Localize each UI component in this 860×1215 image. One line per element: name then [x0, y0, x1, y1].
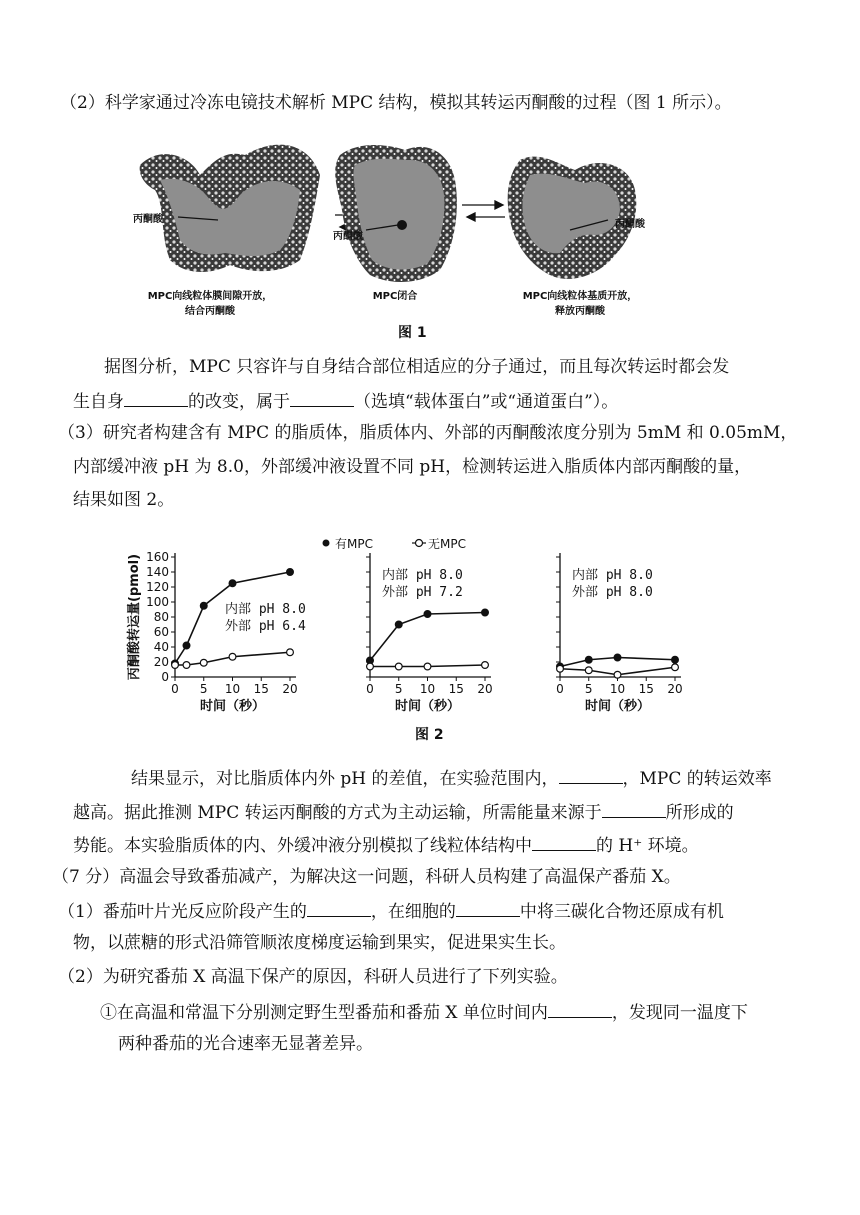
x-tick-label: 20	[667, 682, 683, 696]
q7-part2-item1-line1: ①在高温和常温下分别测定野生型番茄和番茄 X 单位时间内 ，发现同一温度下	[100, 1000, 748, 1024]
q3-line1: （3）研究者构建含有 MPC 的脂质体，脂质体内、外部的丙酮酸浓度分别为 5mM 和 0.05mM，	[58, 423, 798, 443]
point-without-mpc	[482, 662, 489, 669]
fig1-panel2-label: 丙酮酸	[333, 231, 363, 242]
q7-part2: （2）为研究番茄 X 高温下保产的原因，科研人员进行了下列实验。	[58, 967, 568, 987]
y-tick-label: 80	[153, 610, 169, 624]
x-tick-label: 15	[253, 682, 269, 696]
y-tick-label: 40	[153, 640, 169, 654]
point-without-mpc	[183, 662, 190, 669]
x-tick-label: 20	[477, 682, 493, 696]
point-with-mpc	[287, 569, 294, 576]
point-with-mpc	[183, 642, 190, 649]
point-with-mpc	[424, 611, 431, 618]
answer-blank[interactable]	[532, 833, 596, 851]
y-tick-label: 0	[161, 670, 169, 684]
fig1-panel3-label: 丙酮酸	[615, 219, 645, 230]
answer-blank[interactable]	[559, 766, 623, 784]
point-with-mpc	[395, 621, 402, 628]
fig1-panel3-desc: MPC向线粒体基质开放， 释放丙酮酸	[522, 291, 638, 317]
panel-annotation: 外部 pH 7.2	[382, 585, 463, 600]
point-with-mpc	[482, 609, 489, 616]
y-tick-label: 60	[153, 625, 169, 639]
series-line-with-mpc	[370, 613, 485, 661]
point-without-mpc	[614, 671, 621, 678]
x-tick-label: 10	[419, 682, 436, 696]
figure1-caption: 图 1	[398, 325, 427, 341]
answer-blank[interactable]	[456, 899, 520, 917]
point-without-mpc	[172, 662, 179, 669]
x-tick-label: 0	[556, 682, 564, 696]
x-axis-label: 时间（秒）	[584, 699, 651, 714]
figure2-chart	[120, 525, 720, 725]
point-without-mpc	[229, 653, 236, 660]
q7-part1-line1: （1）番茄叶片光反应阶段产生的 ，在细胞的 中将三碳化合物还原成有机	[58, 899, 724, 923]
mpc-open-intermembrane-shape	[140, 145, 320, 272]
x-tick-label: 10	[609, 682, 626, 696]
analysis-line2: 生自身 的改变，属于 （选填“载体蛋白”或“通道蛋白”）。	[73, 389, 618, 413]
y-tick-label: 100	[146, 595, 169, 609]
x-tick-label: 5	[199, 682, 208, 696]
q3-line3: 结果如图 2。	[73, 490, 175, 510]
legend-without-mpc: 无MPC	[428, 537, 466, 551]
point-without-mpc	[557, 665, 564, 672]
q7-part2-item1-line2: 两种番茄的光合速率无显著差异。	[118, 1034, 373, 1054]
results-line1: 结果显示，对比脂质体内外 pH 的差值，在实验范围内， ，MPC 的转运效率	[131, 766, 772, 790]
y-tick-label: 160	[146, 550, 169, 564]
point-without-mpc	[287, 649, 294, 656]
panel-annotation: 内部 pH 8.0	[382, 568, 463, 583]
results-line3: 势能。本实验脂质体的内、外缓冲液分别模拟了线粒体结构中 的 H⁺ 环境。	[73, 833, 699, 857]
answer-blank[interactable]	[124, 389, 188, 407]
results-line2: 越高。据此推测 MPC 转运丙酮酸的方式为主动运输，所需能量来源于 所形成的	[73, 800, 734, 824]
y-tick-label: 140	[146, 565, 169, 579]
point-without-mpc	[585, 667, 592, 674]
answer-blank[interactable]	[602, 800, 666, 818]
x-tick-label: 20	[282, 682, 298, 696]
fig1-panel1-label: 丙酮酸	[133, 214, 163, 225]
x-tick-label: 0	[171, 682, 179, 696]
x-axis-label: 时间（秒）	[394, 699, 461, 714]
q2-text: （2）科学家通过冷冻电镜技术解析 MPC 结构，模拟其转运丙酮酸的过程（图 1 所示）。	[60, 93, 732, 113]
answer-blank[interactable]	[307, 899, 371, 917]
point-without-mpc	[672, 664, 679, 671]
figure2-legend	[323, 537, 466, 551]
point-with-mpc	[672, 656, 679, 663]
x-axis-label: 时间（秒）	[199, 699, 266, 714]
q3-line2: 内部缓冲液 pH 为 8.0，外部缓冲液设置不同 pH，检测转运进入脂质体内部丙酮酸的量，	[73, 457, 752, 477]
figure2-ylabel: 丙酮酸转运量(pmol)	[127, 553, 142, 681]
figure2-caption: 图 2	[415, 727, 444, 743]
x-tick-label: 15	[448, 682, 464, 696]
x-tick-label: 10	[224, 682, 241, 696]
point-without-mpc	[367, 663, 374, 670]
point-without-mpc	[424, 663, 431, 670]
point-with-mpc	[229, 580, 236, 587]
panel-annotation: 外部 pH 6.4	[225, 619, 306, 634]
x-tick-label: 0	[366, 682, 374, 696]
mpc-closed-shape	[335, 145, 457, 282]
y-tick-label: 120	[146, 580, 169, 594]
q7-intro: （7 分）高温会导致番茄减产，为解决这一问题，科研人员构建了高温保产番茄 X。	[52, 867, 681, 887]
point-without-mpc	[200, 659, 207, 666]
q7-part1-line2: 物，以蔗糖的形式沿筛管顺浓度梯度运输到果实，促进果实生长。	[73, 933, 566, 953]
y-tick-label: 20	[153, 655, 169, 669]
answer-blank[interactable]	[548, 1000, 612, 1018]
reversible-arrow-2	[462, 201, 505, 221]
point-with-mpc	[200, 602, 207, 609]
answer-blank[interactable]	[290, 389, 354, 407]
figure1-illustration	[130, 135, 650, 305]
analysis-line1: 据图分析，MPC 只容许与自身结合部位相适应的分子通过，而且每次转运时都会发	[104, 357, 730, 377]
x-tick-label: 5	[394, 682, 403, 696]
point-without-mpc	[395, 663, 402, 670]
point-with-mpc	[614, 654, 621, 661]
fig1-panel2-desc: MPC闭合	[372, 291, 418, 302]
legend-with-mpc: 有MPC	[335, 537, 373, 551]
x-tick-label: 5	[584, 682, 593, 696]
panel-annotation: 内部 pH 8.0	[572, 568, 653, 583]
fig1-panel1-desc: MPC向线粒体膜间隙开放， 结合丙酮酸	[147, 291, 273, 317]
panel-annotation: 外部 pH 8.0	[572, 585, 653, 600]
x-tick-label: 15	[638, 682, 654, 696]
point-with-mpc	[585, 656, 592, 663]
panel-annotation: 内部 pH 8.0	[225, 602, 306, 617]
